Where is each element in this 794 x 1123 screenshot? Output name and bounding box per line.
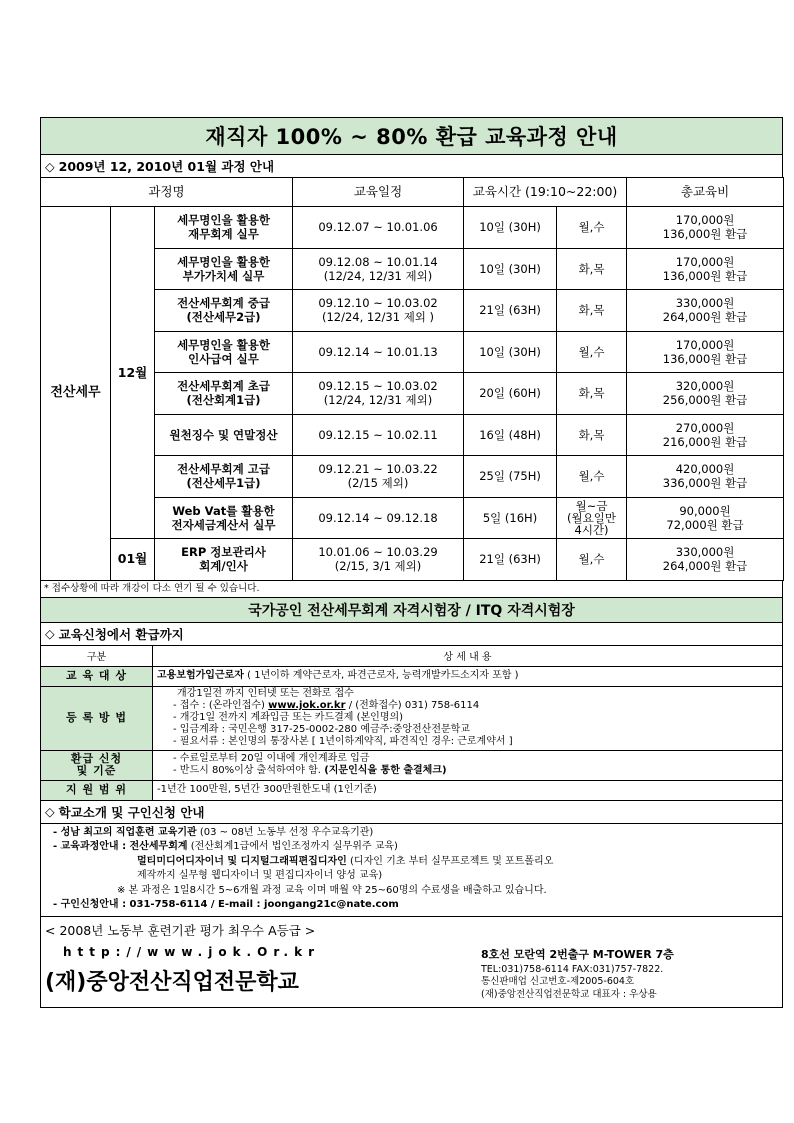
refund-detail [153,750,783,780]
course-name-line1: ERP 정보관리사 [181,545,266,560]
course-fee-line1: 170,000원 [675,337,735,352]
reg-line-1: 개강1일전 까지 인터넷 또는 전화로 접수 [177,688,354,699]
course-dates-line2: (12/24, 12/31 제외 ) [321,310,435,325]
exam-center-banner: 국가공인 전산세무회계 자격시험장 / ITQ 자격시험장 [40,597,783,622]
course-fee-line1: 170,000원 [675,254,735,269]
course-dates [293,290,464,332]
school-line-2 [45,840,778,855]
course-name [155,290,293,332]
course-days [557,414,627,456]
course-dates [293,456,464,498]
target-detail [153,666,783,686]
course-hours: 20일 (60H) [464,373,557,415]
course-name [155,373,293,415]
course-days [557,456,627,498]
course-days [557,497,627,539]
course-dates [293,373,464,415]
course-name-line2: (전산회계1급) [186,393,261,408]
refund-line-2b: (지문인식을 통한 출결체크) [324,765,447,776]
flyer-sheet [40,117,783,1008]
course-dates-line1: 09.12.10 ~ 10.03.02 [318,296,438,311]
footer-rep: (재)중앙전산직업전문학교 대표자 : 우상용 [481,988,657,1000]
category-cell: 전산세무 [41,207,111,581]
course-fee-line2: 72,000원 환급 [666,517,744,532]
course-name [155,207,293,249]
course-days [557,207,627,249]
course-name [155,248,293,290]
col-schedule: 교육일정 [293,178,464,207]
school-line-4: 제작까지 실무형 웹디자이너 및 편집디자이너 양성 교육) [137,870,383,881]
footer-address: 8호선 모란역 2번출구 M-TOWER 7층 [481,947,674,961]
course-days-line1: 화,목 [578,427,605,442]
diamond-icon: ◇ [45,804,55,819]
school-section-head [40,801,783,823]
course-fee-line2: 136,000원 환급 [662,351,748,366]
reg-line-2c: / (전화접수) 031) 758-6114 [348,700,480,711]
col-category: 구분 [41,645,153,666]
course-name-line1: 세무명인을 활용한 [177,337,270,352]
course-name-line2: 전자세금계산서 실무 [171,517,276,532]
course-dates-line2: (12/24, 12/31 제외) [323,268,433,283]
course-fee-line1: 330,000원 [675,545,735,560]
course-days [557,248,627,290]
course-name [155,497,293,539]
course-hours: 10일 (30H) [464,207,557,249]
registration-detail [153,686,783,750]
refund-line-2a: - 반드시 80%이상 출석하여야 함. [173,765,321,776]
course-fee [627,456,784,498]
course-days-line1: 월,수 [578,344,605,359]
school-name: (재)중앙전산직업전문학교 [45,969,299,995]
target-text: ( 1년이하 계약근로자, 파견근로자, 능력개발카드소지자 포함 ) [247,670,519,681]
website-link[interactable]: www.jok.or.kr [268,700,346,711]
course-fee [627,414,784,456]
requirements-header-row [41,645,783,666]
course-dates-line1: 09.12.15 ~ 10.02.11 [318,427,438,442]
course-days-line2: (월요일만 [567,510,616,525]
reg-line-2 [157,700,782,712]
course-hours: 10일 (30H) [464,248,557,290]
refund-heading: 교육신청에서 환급까지 [58,626,184,642]
school-line-1b: (03 ~ 08년 노동부 선정 우수교육기관) [199,826,374,838]
school-line-1 [45,826,778,841]
course-days-line1: 화,목 [578,386,605,401]
course-days-line1: 월,수 [578,469,605,484]
footer-contact [481,964,663,1002]
month-cell-dec: 12월 [111,207,155,539]
school-line-6: - 구인신청안내 : 031-758-6114 / E-mail : joongang21c@nate.com [53,899,399,910]
col-fee: 총교육비 [627,178,784,207]
refund-section-head [40,622,783,645]
course-dates-line1: 09.12.14 ~ 09.12.18 [318,510,438,525]
refund-label-line1: 환급 신청 [70,752,123,765]
schedule-heading: 2009년 12, 2010년 01월 과정 안내 [58,159,275,174]
course-name-line1: 세무명인을 활용한 [177,213,270,228]
course-name-line2: (전산세무1급) [186,476,261,491]
course-name-line1: 원천징수 및 연말정산 [169,427,278,442]
course-name-line2: 부가가치세 실무 [182,268,265,283]
course-name [155,539,293,581]
month-cell-jan: 01월 [111,539,155,581]
course-name-line1: 전산세무회계 고급 [177,462,270,477]
course-name [155,456,293,498]
course-name-line2: 인사급여 실무 [188,351,259,366]
course-fee-line2: 216,000원 환급 [662,434,748,449]
schedule-section-head [40,154,783,177]
reg-line-2a: - 접수 : (온라인접수) [173,700,265,711]
course-fee [627,248,784,290]
course-fee-line1: 320,000원 [675,379,735,394]
registration-label: 등 록 방 법 [41,686,153,750]
course-fee [627,331,784,373]
course-name-line2: 회계/인사 [199,559,248,574]
course-fee [627,207,784,249]
footer-url[interactable]: http://www.jok.Or.kr [63,944,320,959]
diamond-icon: ◇ [45,626,55,641]
course-name-line2: 재무회계 실무 [188,227,259,242]
col-course: 과정명 [41,178,293,207]
course-hours: 10일 (30H) [464,331,557,373]
course-table [40,177,784,581]
course-days-line1: 월,수 [578,552,605,567]
course-dates [293,414,464,456]
course-days-line1: 월~금 [575,498,608,513]
course-fee-line1: 270,000원 [675,420,735,435]
course-days [557,290,627,332]
school-line-2a: - 교육과정안내 : 전산세무회계 [53,841,188,852]
course-hours: 21일 (63H) [464,539,557,581]
course-hours: 16일 (48H) [464,414,557,456]
table-row [41,686,783,750]
course-name [155,414,293,456]
refund-line-2 [157,765,782,777]
reg-line-4: - 입금계좌 : 국민은행 317-25-0002-280 예금주:중앙전산전문학교 [173,724,470,735]
course-fee [627,290,784,332]
course-dates-line1: 09.12.08 ~ 10.01.14 [318,254,438,269]
course-fee-line2: 264,000원 환급 [662,559,748,574]
table-row [41,666,783,686]
school-info [40,823,783,917]
course-fee [627,539,784,581]
course-hours: 25일 (75H) [464,456,557,498]
table-row [41,780,783,800]
page-title: 재직자 100% ~ 80% 환급 교육과정 안내 [40,117,783,154]
course-hours: 21일 (63H) [464,290,557,332]
course-fee [627,497,784,539]
table-row [41,539,784,581]
school-line-3 [45,855,778,870]
col-detail: 상 세 내 용 [153,645,783,666]
refund-label-line2: 및 기준 [76,764,117,777]
course-dates-line2: (2/15 제외) [347,476,409,491]
course-dates-line2: (2/15, 3/1 제외) [334,559,422,574]
course-fee-line1: 170,000원 [675,213,735,228]
school-line-2b: (전산회계1급에서 법인조정까지 실무위주 교육) [190,841,398,852]
course-dates-line1: 09.12.21 ~ 10.03.22 [318,462,438,477]
school-line-3a: 멀티미디어디자이너 및 디지털그래픽편집디자인 [137,855,347,867]
course-days-line3: 4시간) [574,522,609,537]
course-days [557,373,627,415]
course-days-line1: 화,목 [578,303,605,318]
diamond-icon: ◇ [45,158,55,174]
footer [40,917,783,1008]
course-fee-line2: 336,000원 환급 [662,476,748,491]
reg-line-5: - 필요서류 : 본인명의 통장사본 [ 1년이하계약직, 파견직인 경우: 근로계약서 ] [173,736,513,747]
target-bold: 고용보험가입근로자 [157,670,244,681]
course-fee-line1: 420,000원 [675,462,735,477]
course-fee-line1: 330,000원 [675,296,735,311]
course-dates [293,207,464,249]
course-dates [293,331,464,373]
target-label: 교 육 대 상 [41,666,153,686]
scope-label: 지 원 범 위 [41,780,153,800]
col-hours: 교육시간 (19:10~22:00) [464,178,627,207]
course-name-line1: 전산세무회계 중급 [177,296,270,311]
table-row [41,750,783,780]
course-name [155,331,293,373]
course-dates [293,497,464,539]
course-dates-line1: 09.12.07 ~ 10.01.06 [318,220,438,235]
table-header-row [41,178,784,207]
school-heading: 학교소개 및 구인신청 안내 [58,804,205,820]
course-fee-line2: 256,000원 환급 [662,393,748,408]
footer-tel: TEL:031)758-6114 FAX:031)757-7822. [481,963,664,975]
course-dates [293,248,464,290]
course-dates-line1: 09.12.14 ~ 10.01.13 [318,344,438,359]
course-dates-line1: 10.01.06 ~ 10.03.29 [318,545,438,560]
school-line-1a: - 성남 최고의 직업훈련 교육기관 [53,826,197,838]
course-fee-line1: 90,000원 [679,503,731,518]
refund-label [41,750,153,780]
course-dates-line1: 09.12.15 ~ 10.03.02 [318,379,438,394]
course-dates [293,539,464,581]
course-fee-line2: 264,000원 환급 [662,310,748,325]
course-fee-line2: 136,000원 환급 [662,268,748,283]
course-hours: 5일 (16H) [464,497,557,539]
postpone-note: * 접수상황에 따라 개강이 다소 연기 될 수 있습니다. [40,581,783,597]
school-line-3b: (디자인 기초 부터 실무프로젝트 및 포트폴리오 [350,855,554,867]
course-fee-line2: 136,000원 환급 [662,227,748,242]
refund-line-1: - 수료일로부터 20일 이내에 개인계좌로 입금 [173,753,370,764]
course-days-line1: 월,수 [578,220,605,235]
course-dates-line2: (12/24, 12/31 제외) [323,393,433,408]
course-name-line1: 전산세무회계 초급 [177,379,270,394]
table-row [41,207,784,249]
course-days [557,539,627,581]
course-name-line2: (전산세무2급) [186,310,261,325]
school-line-5: ※ 본 과정은 1일8시간 5~6개월 과정 교육 이며 매월 약 25~60명의 수료생을 배출하고 있습니다. [117,884,547,896]
course-name-line1: 세무명인을 활용한 [177,254,270,269]
course-fee [627,373,784,415]
course-days-line1: 화,목 [578,261,605,276]
reg-line-3: - 개강1일 전까지 계좌입금 또는 카드결제 (본인명의) [173,712,404,723]
requirements-table [40,645,783,801]
scope-detail: -1년간 100만원, 5년간 300만원한도내 (1인기준) [153,780,783,800]
course-days [557,331,627,373]
course-name-line1: Web Vat를 활용한 [172,503,275,518]
footer-license: 통신판매업 신고번호-제2005-604호 [481,976,635,987]
award-grade: < 2008년 노동부 훈련기관 평가 최우수 A등급 > [45,922,316,938]
